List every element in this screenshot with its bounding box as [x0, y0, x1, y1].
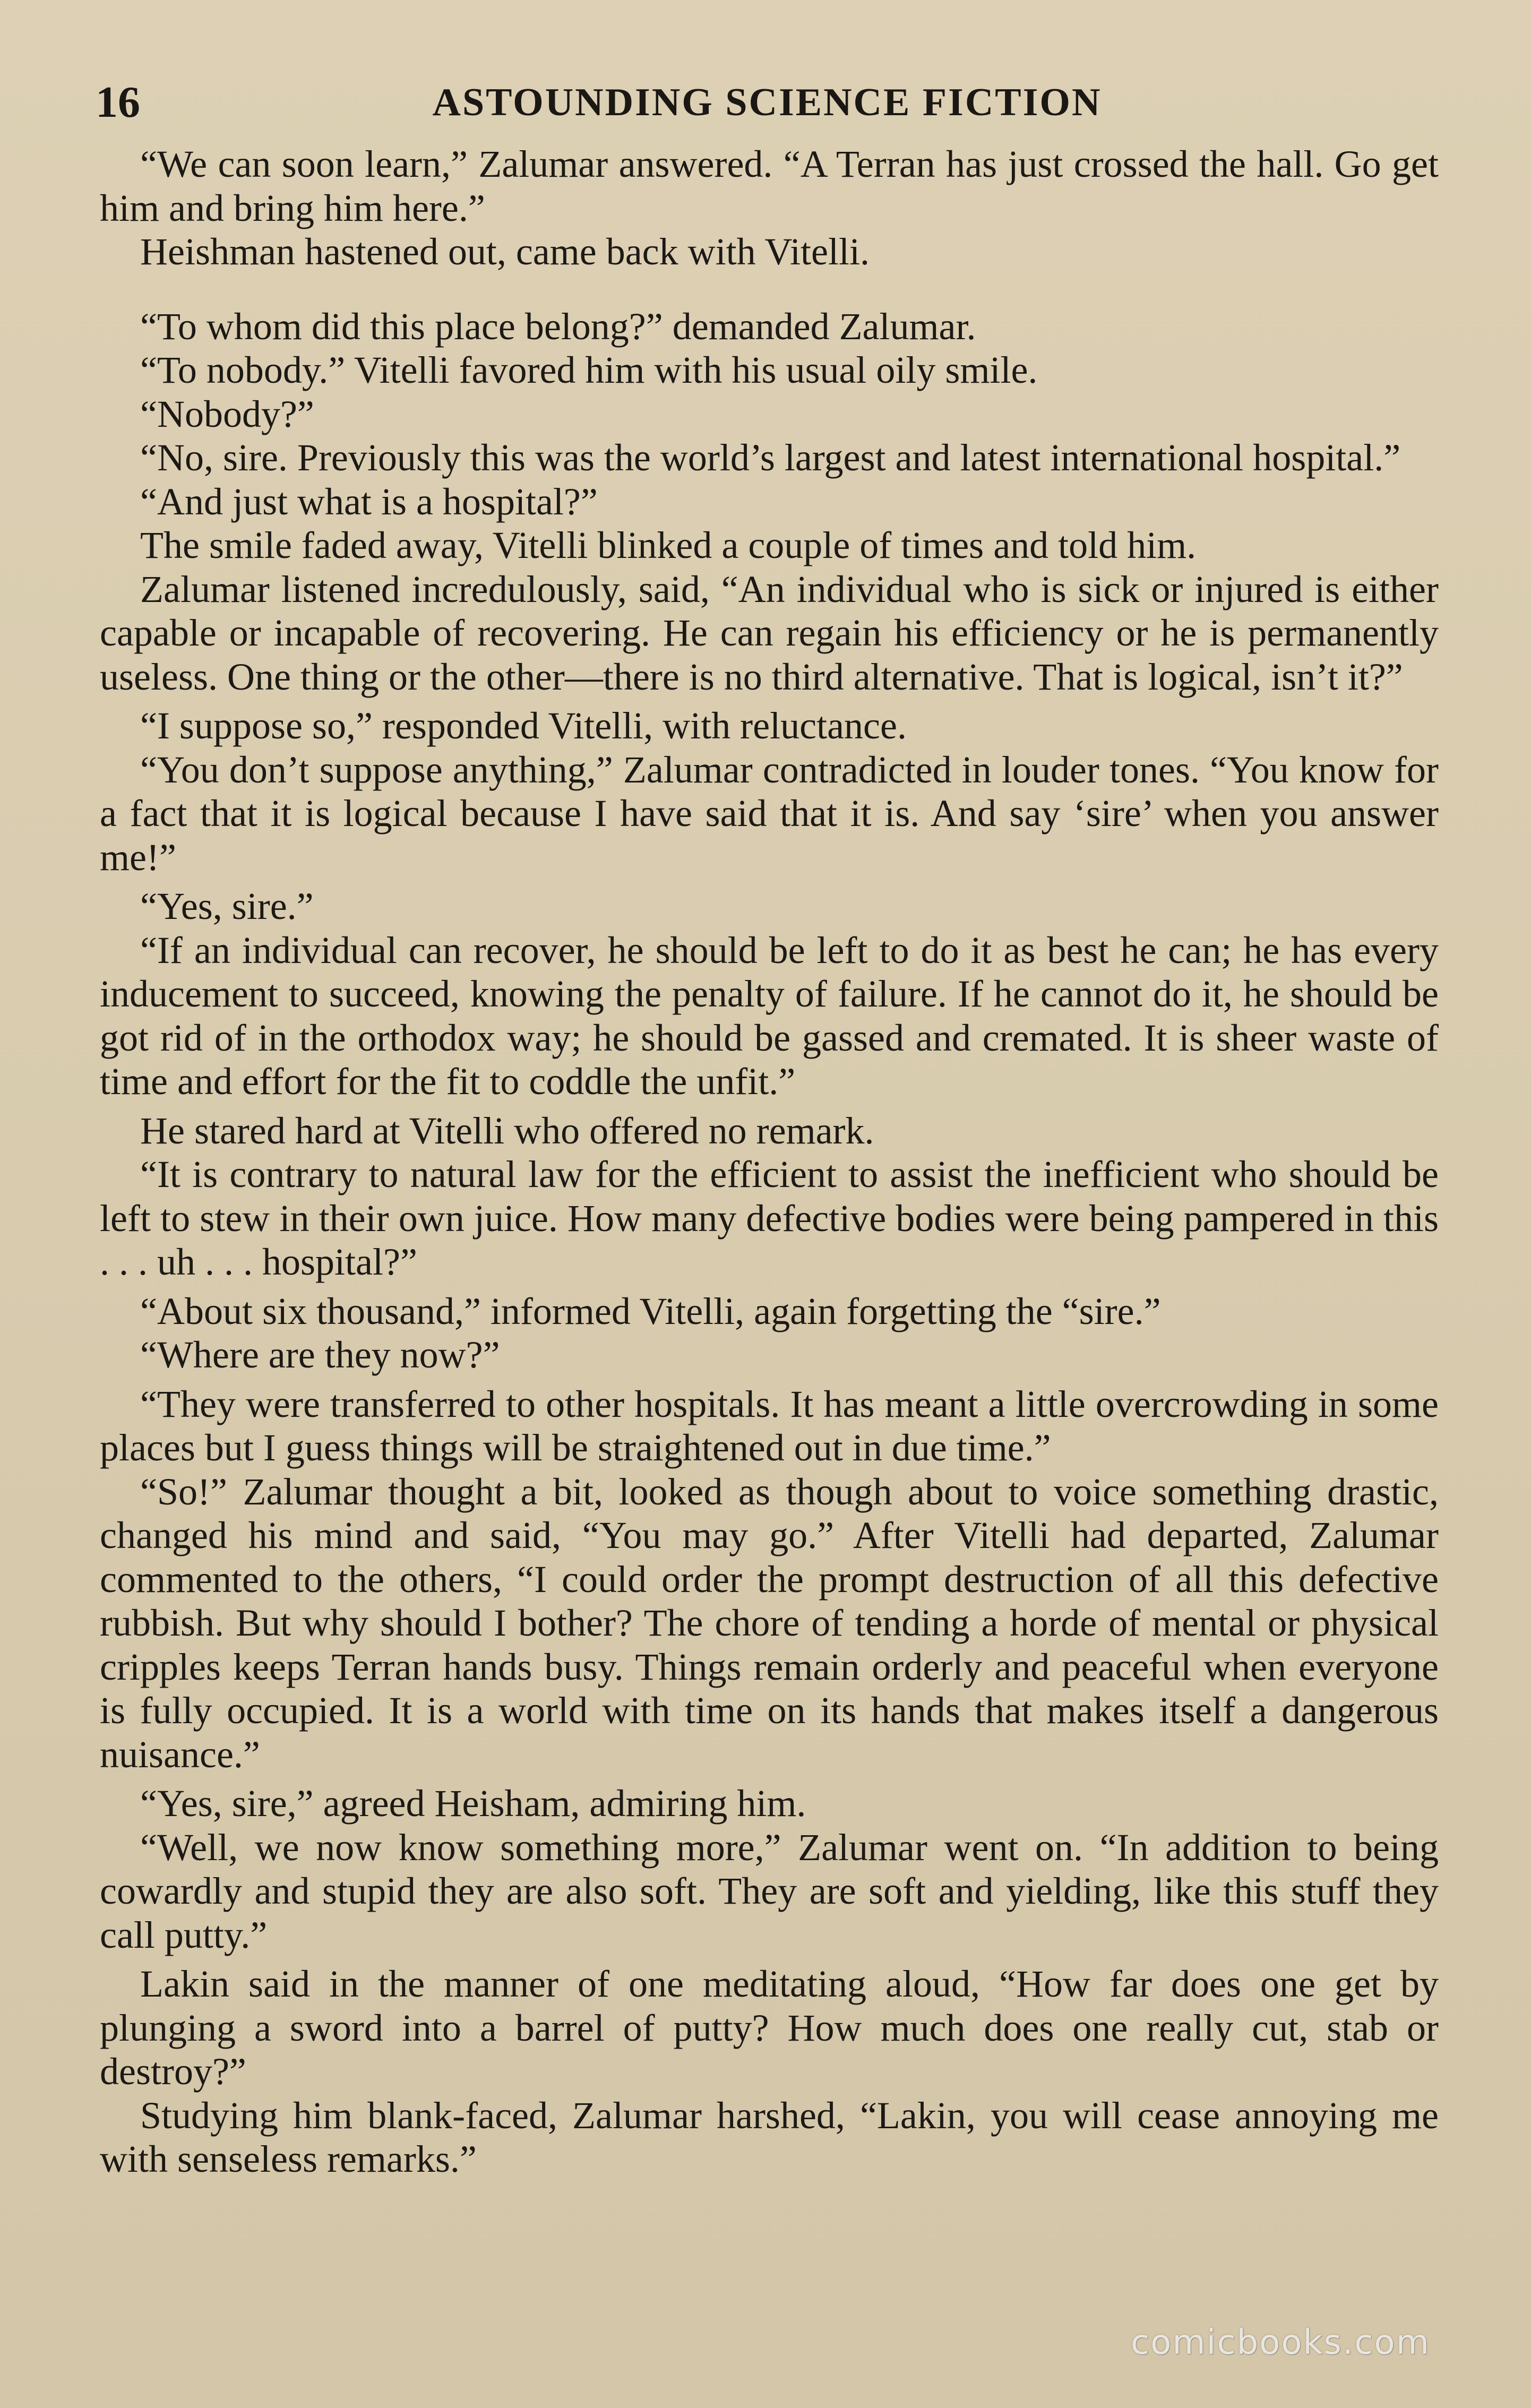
paragraph: “They were transferred to other hospitals. It has meant a little overcrowding in some places but I guess things will be straightened out in due time.” [100, 1382, 1439, 1469]
page-number: 16 [96, 78, 140, 127]
paragraph: “I suppose so,” responded Vitelli, with reluctance. [140, 704, 907, 747]
paragraph: The smile faded away, Vitelli blinked a couple of times and told him. [140, 524, 1197, 566]
paragraph: “Where are they now?” [140, 1334, 500, 1376]
paragraph: “So!” Zalumar thought a bit, looked as though about to voice something drastic, changed his mind and said, “You may go.” After Vitelli had departed, Zalumar commented to the others, “I could order the prompt destruction of all this defective rubbish. But why should I bother? The chore of tending a horde of mental or physical cripples keeps Terran hands busy. Things remain orderly and peaceful when everyone is fully occupied. It is a world with time on its hands that makes itself a dangerous nuisance.” [100, 1470, 1439, 1776]
paragraph: “To nobody.” Vitelli favored him with his usual oily smile. [140, 349, 1038, 391]
paragraph: He stared hard at Vitelli who offered no remark. [140, 1109, 874, 1152]
paragraph: “No, sire. Previously this was the world’s largest and latest international hospital.” [140, 436, 1401, 479]
paragraph: Heishman hastened out, came back with Vitelli. [140, 230, 870, 273]
paragraph: “Nobody?” [140, 392, 314, 435]
paragraph: Lakin said in the manner of one meditating aloud, “How far does one get by plunging a sword into a barrel of putty? How much does one really cut, stab or destroy?” [100, 1963, 1439, 2093]
paragraph: “To whom did this place belong?” demanded Zalumar. [140, 305, 976, 348]
paragraph: “We can soon learn,” Zalumar answered. “A Terran has just crossed the hall. Go get him and bring him here.” [100, 143, 1439, 229]
paragraph: “About six thousand,” informed Vitelli, again forgetting the “sire.” [140, 1289, 1161, 1332]
paragraph: “You don’t suppose anything,” Zalumar contradicted in louder tones. “You know for a fact that it is logical because I have said that it is. And say ‘sire’ when you answer me!” [100, 748, 1439, 879]
paragraph: “It is contrary to natural law for the efficient to assist the inefficient who should be left to stew in their own juice. How many defective bodies were being pampered in this . . . uh . . . hospital?” [100, 1153, 1439, 1283]
story-text [100, 142, 1439, 2181]
paragraph: “Yes, sire,” agreed Heisham, admiring him. [140, 1782, 806, 1825]
paragraph: “Yes, sire.” [140, 885, 314, 927]
paragraph: “Well, we now know something more,” Zalumar went on. “In addition to being cowardly and stupid they are also soft. They are soft and yielding, like this stuff they call putty.” [100, 1826, 1439, 1956]
watermark: comicbooks.com [1131, 2323, 1431, 2362]
paragraph: “And just what is a hospital?” [140, 480, 598, 523]
paragraph: Studying him blank-faced, Zalumar harshed, “Lakin, you will cease annoying me with senseless remarks.” [100, 2094, 1439, 2180]
paragraph: “If an individual can recover, he should be left to do it as best he can; he has every inducement to succeed, knowing the penalty of failure. If he cannot do it, he should be got rid of in the orthodox way; he should be gassed and cremated. It is sheer waste of time and effort for the fit to coddle the unfit.” [100, 928, 1439, 1103]
running-head: ASTOUNDING SCIENCE FICTION [432, 81, 1102, 124]
page-header [96, 73, 1439, 132]
paragraph: Zalumar listened incredulously, said, “An individual who is sick or injured is either capable or incapable of recovering. He can regain his efficiency or he is permanently useless. One thing or the other—there is no third alternative. That is logical, isn’t it?” [100, 567, 1439, 698]
